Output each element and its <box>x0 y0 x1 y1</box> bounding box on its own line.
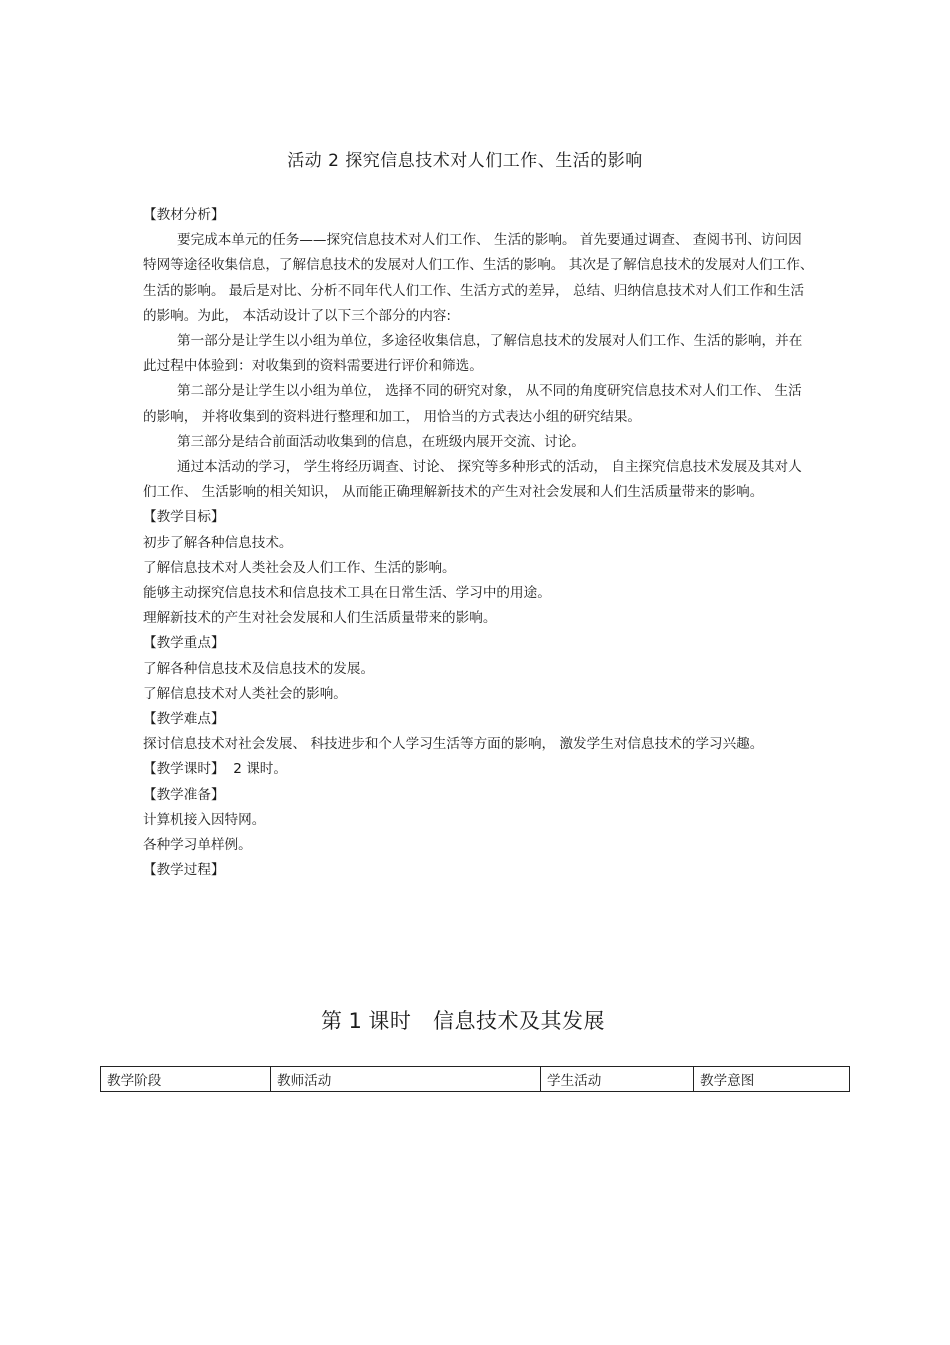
goal-item: 了解信息技术对人类社会及人们工作、生活的影响。 <box>143 559 456 576</box>
section-heading-analysis: 【教材分析】 <box>143 207 225 223</box>
analysis-paragraph: 第一部分是让学生以小组为单位，多途径收集信息，了解信息技术的发展对人们工作、生活的影响，并在此过程中体验到：对收集到的资料需要进行评价和筛选。 <box>143 333 803 375</box>
preparation-item: 计算机接入因特网。 <box>143 811 266 828</box>
key-point-item: 了解各种信息技术及信息技术的发展。 <box>143 660 375 677</box>
lesson-number: 1 <box>348 1009 363 1033</box>
table-header-stage: 教学阶段 <box>101 1067 271 1092</box>
section-heading-goals: 【教学目标】 <box>143 509 225 526</box>
analysis-paragraph: 第三部分是结合前面活动收集到的信息，在班级内展开交流、讨论。 <box>177 433 585 450</box>
analysis-paragraph: 第二部分是让学生以小组为单位， 选择不同的研究对象， 从不同的角度研究信息技术对人们工作、 生活的影响， 并将收集到的资料进行整理和加工， 用恰当的方式表达小组的研究结果。 <box>143 383 802 425</box>
page-title: 活动 2 探究信息技术对人们工作、生活的影响 <box>287 151 643 171</box>
goal-item: 理解新技术的产生对社会发展和人们生活质量带来的影响。 <box>143 610 497 627</box>
key-point-item: 了解信息技术对人类社会的影响。 <box>143 685 347 702</box>
preparation-item: 各种学习单样例。 <box>143 837 252 854</box>
section-heading-preparation: 【教学准备】 <box>143 786 225 803</box>
goal-item: 初步了解各种信息技术。 <box>143 534 293 551</box>
table-header-teacher: 教师活动 <box>271 1067 541 1092</box>
table-header-student: 学生活动 <box>541 1067 694 1092</box>
analysis-paragraph: 要完成本单元的任务——探究信息技术对人们工作、 生活的影响。 首先要通过调查、 查阅书刊、访问因特网等途径收集信息，了解信息技术的发展对人们工作、生活的影响。 其次是了解信息技术的发展对人们工作、 生活的影响。 最后是对比、分析不同年代人们工作、生活方式的差异， 总结、归纳信息技术对人们工作和生活的影响。为此， 本活动设计了以下三个部分的内容: <box>143 232 814 324</box>
goal-item: 能够主动探究信息技术和信息技术工具在日常生活、学习中的用途。 <box>143 585 551 602</box>
section-heading-difficulties: 【教学难点】 <box>143 711 225 728</box>
difficulties-text: 探讨信息技术对社会发展、 科技进步和个人学习生活等方面的影响， 激发学生对信息技术的学习兴趣。 <box>143 736 764 753</box>
lesson-suffix: 课时 <box>368 1009 412 1033</box>
lesson-title <box>0 1005 926 1035</box>
lesson-name: 信息技术及其发展 <box>432 1009 605 1033</box>
hours-value: 2 课时。 <box>233 761 287 778</box>
lesson-prefix: 第 <box>321 1009 343 1033</box>
table-header-intent: 教学意图 <box>694 1067 850 1092</box>
document-body <box>143 203 815 883</box>
analysis-paragraph: 通过本活动的学习， 学生将经历调查、讨论、 探究等多种形式的活动， 自主探究信息技术发展及其对人们工作、 生活影响的相关知识， 从而能正确理解新技术的产生对社会发展和人们生活质量带来的影响。 <box>143 459 802 501</box>
teaching-process-table <box>100 1066 850 1092</box>
hours-line <box>143 757 815 782</box>
section-heading-process: 【教学过程】 <box>143 862 225 879</box>
section-heading-hours: 【教学课时】 <box>143 761 225 778</box>
section-heading-key-points: 【教学重点】 <box>143 635 225 652</box>
table-header-row <box>101 1067 850 1092</box>
